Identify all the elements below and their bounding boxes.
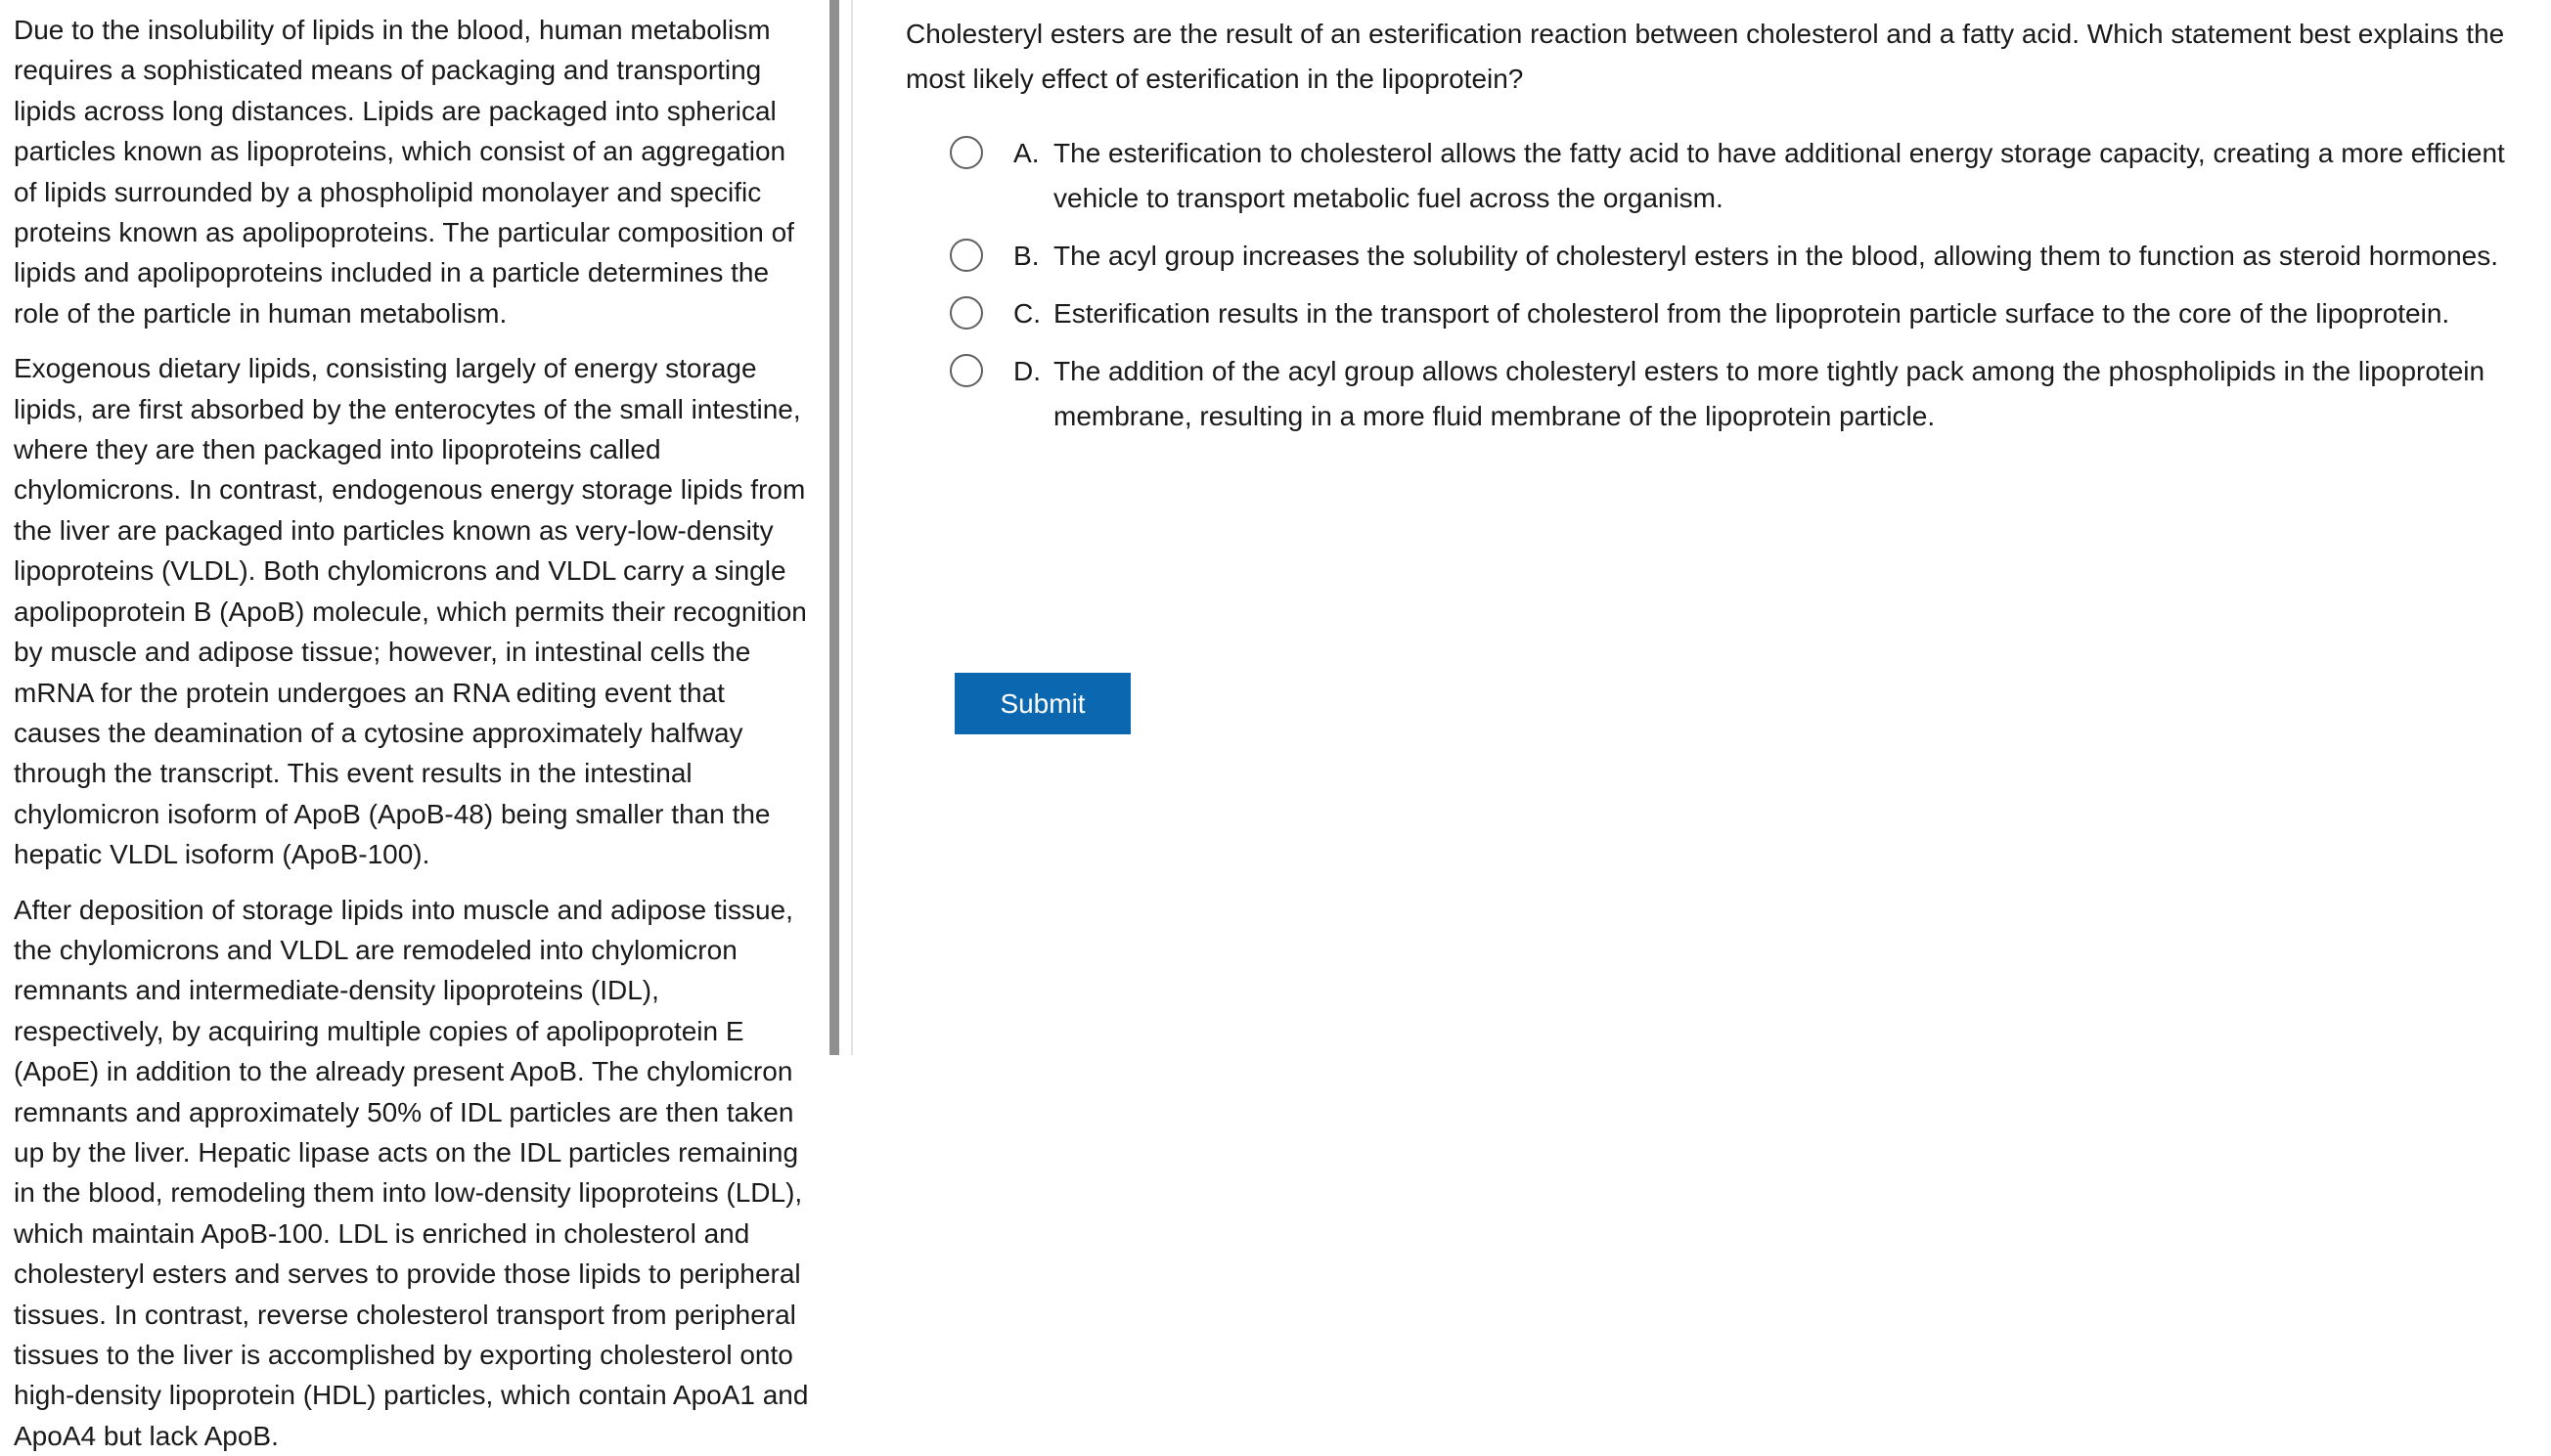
option-letter-b: B. bbox=[1013, 241, 1040, 271]
option-letter-a: A. bbox=[1013, 138, 1040, 168]
option-text-c: Esterification results in the transport of cholesterol from the lipoprotein particle surface to the core of the lipoprotein. bbox=[1053, 298, 2450, 329]
radio-button-d[interactable] bbox=[950, 354, 983, 387]
passage-paragraph-2: Exogenous dietary lipids, consisting largely of energy storage lipids, are first absorbed by the enterocytes of the small intestine, where they are then packaged into lipoproteins called chylomicrons. In contrast, endogenous energy storage lipids from the liver are packaged into particles known as very-low-density lipoproteins (VLDL). Both chylomicrons and VLDL carry a single apolipoprotein B (ApoB) molecule, which permits their recognition by muscle and adipose tissue; however, in intestinal cells the mRNA for the protein undergoes an RNA editing event that causes the deamination of a cytosine approximately halfway through the transcript. This event results in the intestinal chylomicron isoform of ApoB (ApoB-48) being smaller than the hepatic VLDL isoform (ApoB-100). bbox=[14, 353, 807, 870]
option-text-b: The acyl group increases the solubility of cholesteryl esters in the blood, allowing them to function as steroid hormones. bbox=[1053, 241, 2499, 271]
radio-button-b[interactable] bbox=[950, 239, 983, 272]
passage-paragraph-1: Due to the insolubility of lipids in the blood, human metabolism requires a sophisticated means of packaging and transporting lipids across long distances. Lipids are packaged into spherical particles known as lipoproteins, which consist of an aggregation of lipids surrounded by a phospholipid monolayer and specific proteins known as apolipoproteins. The particular composition of lipids and apolipoproteins included in a particle determines the role of the particle in human metabolism. bbox=[14, 15, 794, 329]
option-text-d: The addition of the acyl group allows cholesteryl esters to more tightly pack among the phospholipids in the lipoprotein membrane, resulting in a more fluid membrane of the lipoprotein particle. bbox=[1053, 356, 2485, 431]
radio-button-a[interactable] bbox=[950, 136, 983, 169]
answer-options bbox=[906, 131, 2551, 439]
option-letter-c: C. bbox=[1013, 298, 1042, 329]
question-pane bbox=[853, 0, 2551, 1055]
passage-paragraph-3: After deposition of storage lipids into muscle and adipose tissue, the chylomicrons and VLDL are remodeled into chylomicron remnants and intermediate-density lipoproteins (IDL), respectively, by acquiring multiple copies of apolipoprotein E (ApoE) in addition to the already present ApoB. The chylomicron remnants and approximately 50% of IDL particles are then taken up by the liver. Hepatic lipase acts on the IDL particles remaining in the blood, remodeling them into low-density lipoproteins (LDL), which maintain ApoB-100. LDL is enriched in cholesterol and cholesteryl esters and serves to provide those lipids to peripheral tissues. In contrast, reverse cholesterol transport from peripheral tissues to the liver is accomplished by exporting cholesterol onto high-density lipoprotein (HDL) particles, which contain ApoA1 and ApoA4 but lack ApoB. bbox=[14, 894, 809, 1451]
answer-option-d[interactable] bbox=[906, 349, 2551, 439]
option-letter-d: D. bbox=[1013, 356, 1042, 386]
radio-button-c[interactable] bbox=[950, 296, 983, 330]
answer-option-b[interactable] bbox=[906, 234, 2551, 279]
passage-pane bbox=[0, 0, 829, 1451]
question-stem: Cholesteryl esters are the result of an esterification reaction between cholesterol and a fatty acid. Which statement best explains the most likely effect of esterification in the lipoprotein? bbox=[906, 19, 2505, 94]
answer-option-c[interactable] bbox=[906, 291, 2551, 336]
pane-splitter[interactable] bbox=[829, 0, 839, 1055]
splitter-gap bbox=[839, 0, 851, 1055]
option-text-a: The esterification to cholesterol allows the fatty acid to have additional energy storage capacity, creating a more efficient vehicle to transport metabolic fuel across the organism. bbox=[1053, 138, 2505, 213]
submit-button[interactable]: Submit bbox=[955, 673, 1131, 734]
answer-option-a[interactable] bbox=[906, 131, 2551, 221]
